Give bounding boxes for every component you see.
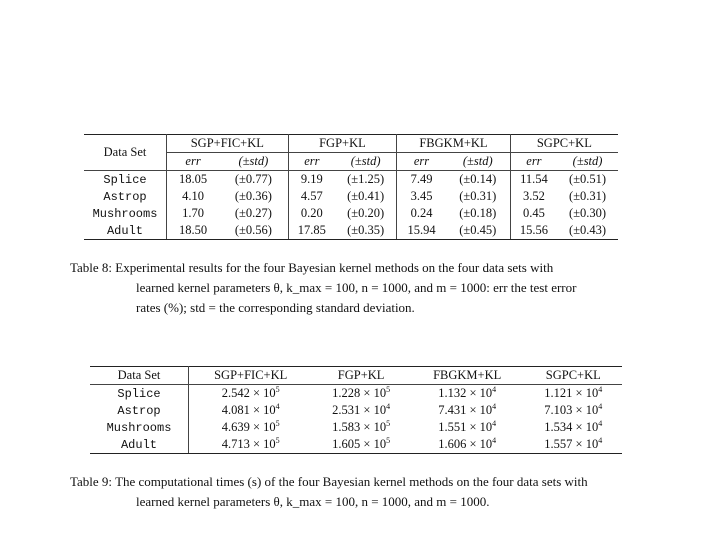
caption-line: rates (%); std = the corresponding standard deviation. [136, 300, 415, 315]
table-8-caption [70, 258, 650, 318]
time-mantissa: 1.132 [438, 386, 467, 400]
table-row [84, 205, 618, 222]
table-row [90, 402, 622, 419]
dataset-name: Astrop [84, 188, 167, 205]
times-ten: × 10 [572, 386, 599, 400]
table-9 [90, 366, 622, 454]
times-ten: × 10 [572, 437, 599, 451]
table-row [84, 188, 618, 205]
dataset-name: Splice [90, 385, 189, 403]
cell-std: (±0.31) [569, 189, 607, 203]
cell-time [525, 419, 622, 436]
cell-time [189, 436, 313, 454]
cell-err: 4.10 [182, 189, 204, 203]
time-mantissa: 1.606 [438, 437, 467, 451]
cell-err: 3.52 [522, 189, 545, 203]
times-ten: × 10 [249, 403, 276, 417]
caption-line: The computational times (s) of the four Bayesian kernel methods on the four data sets with [115, 474, 588, 489]
cell-std: (±1.25) [335, 171, 397, 189]
cell-std: (±0.36) [219, 188, 288, 205]
cell-time [525, 402, 622, 419]
subheader-err: err [526, 154, 542, 168]
cell-err: 0.20 [300, 206, 323, 220]
cell-err: 9.19 [288, 171, 335, 189]
cell-std: (±0.45) [446, 222, 510, 240]
time-exponent: 4 [386, 401, 391, 411]
cell-time [410, 385, 525, 403]
time-exponent: 5 [275, 435, 280, 445]
table-row [90, 419, 622, 436]
dataset-name: Adult [90, 436, 189, 454]
cell-err: 4.57 [300, 189, 323, 203]
cell-err: 15.56 [510, 222, 557, 240]
cell-std: (±0.30) [569, 206, 607, 220]
header-method: FGP+KL [312, 367, 409, 385]
cell-err: 11.54 [510, 171, 557, 189]
cell-err: 7.49 [397, 171, 446, 189]
cell-err: 18.50 [167, 222, 220, 240]
cell-std: (±0.20) [335, 205, 397, 222]
time-exponent: 4 [598, 418, 603, 428]
cell-std: (±0.41) [335, 188, 397, 205]
cell-time [525, 385, 622, 403]
cell-err: 18.05 [167, 171, 220, 189]
dataset-name: Mushrooms [90, 419, 189, 436]
cell-std: (±0.56) [219, 222, 288, 240]
subheader-std: (±std) [335, 153, 397, 171]
table-row [90, 385, 622, 403]
header-data-set: Data Set [90, 367, 189, 385]
time-exponent: 4 [275, 401, 280, 411]
time-exponent: 4 [598, 384, 603, 394]
cell-err: 1.70 [182, 206, 204, 220]
caption-label: Table 8: [70, 260, 113, 275]
dataset-name: Splice [84, 171, 167, 189]
cell-time [410, 436, 525, 454]
subheader-std: (±std) [572, 154, 603, 168]
cell-std: (±0.51) [557, 171, 618, 189]
caption-line: learned kernel parameters θ, k_max = 100, n = 1000, and m = 1000. [136, 494, 490, 509]
table-9-caption [70, 472, 650, 512]
time-mantissa: 2.531 [332, 403, 361, 417]
cell-err: 17.85 [288, 222, 335, 240]
cell-std: (±0.77) [219, 171, 288, 189]
subheader-std: (±std) [446, 153, 510, 171]
time-mantissa: 1.557 [544, 437, 573, 451]
times-ten: × 10 [360, 386, 387, 400]
time-mantissa: 1.605 [332, 437, 361, 451]
caption-line: Experimental results for the four Bayesian kernel methods on the four data sets with [115, 260, 554, 275]
dataset-name: Mushrooms [84, 205, 167, 222]
cell-std: (±0.31) [446, 188, 510, 205]
time-exponent: 5 [386, 435, 391, 445]
header-method: SGP+FIC+KL [189, 367, 313, 385]
cell-time [410, 402, 525, 419]
cell-time [189, 385, 313, 403]
caption-label: Table 9: [70, 474, 113, 489]
header-method: SGPC+KL [510, 135, 618, 153]
header-data-set: Data Set [84, 135, 167, 171]
times-ten: × 10 [572, 420, 599, 434]
time-mantissa: 4.639 [221, 420, 250, 434]
cell-err: 3.45 [410, 189, 433, 203]
time-exponent: 4 [598, 435, 603, 445]
time-exponent: 5 [275, 418, 280, 428]
times-ten: × 10 [466, 386, 493, 400]
times-ten: × 10 [249, 386, 276, 400]
times-ten: × 10 [360, 403, 387, 417]
time-mantissa: 7.431 [438, 403, 467, 417]
times-ten: × 10 [466, 403, 493, 417]
times-ten: × 10 [466, 437, 493, 451]
times-ten: × 10 [360, 437, 387, 451]
dataset-name: Adult [84, 222, 167, 240]
cell-err: 0.24 [410, 206, 433, 220]
table-row [90, 436, 622, 454]
cell-time [312, 436, 409, 454]
subheader-std: (±std) [219, 153, 288, 171]
cell-time [312, 385, 409, 403]
header-method: FBGKM+KL [397, 135, 510, 153]
time-mantissa: 1.534 [544, 420, 573, 434]
cell-std: (±0.43) [557, 222, 618, 240]
cell-time [189, 419, 313, 436]
cell-std: (±0.27) [219, 205, 288, 222]
cell-std: (±0.18) [446, 205, 510, 222]
subheader-err: err [413, 154, 430, 168]
time-mantissa: 1.551 [438, 420, 467, 434]
cell-time [312, 419, 409, 436]
cell-err: 0.45 [522, 206, 545, 220]
header-method: FBGKM+KL [410, 367, 525, 385]
cell-time [312, 402, 409, 419]
times-ten: × 10 [249, 437, 276, 451]
time-mantissa: 7.103 [544, 403, 573, 417]
cell-time [525, 436, 622, 454]
time-mantissa: 2.542 [221, 386, 250, 400]
time-mantissa: 4.081 [221, 403, 250, 417]
table-8-grid [84, 134, 618, 240]
time-mantissa: 1.121 [544, 386, 573, 400]
table-row [84, 222, 618, 240]
time-exponent: 5 [386, 384, 391, 394]
cell-err: 15.94 [397, 222, 446, 240]
times-ten: × 10 [572, 403, 599, 417]
time-mantissa: 1.583 [332, 420, 361, 434]
cell-time [189, 402, 313, 419]
caption-line: learned kernel parameters θ, k_max = 100, n = 1000, and m = 1000: err the test error [136, 280, 577, 295]
time-exponent: 4 [598, 401, 603, 411]
table-8 [84, 134, 618, 240]
time-exponent: 4 [492, 435, 497, 445]
table-9-grid [90, 366, 622, 454]
cell-std: (±0.14) [446, 171, 510, 189]
subheader-err: err [304, 154, 320, 168]
time-exponent: 4 [492, 384, 497, 394]
times-ten: × 10 [249, 420, 276, 434]
dataset-name: Astrop [90, 402, 189, 419]
header-method: SGPC+KL [525, 367, 622, 385]
times-ten: × 10 [360, 420, 387, 434]
time-mantissa: 4.713 [221, 437, 250, 451]
header-method: SGP+FIC+KL [167, 135, 289, 153]
header-method: FGP+KL [288, 135, 397, 153]
time-exponent: 5 [275, 384, 280, 394]
subheader-err: err [185, 154, 201, 168]
time-exponent: 4 [492, 401, 497, 411]
cell-std: (±0.35) [335, 222, 397, 240]
times-ten: × 10 [466, 420, 493, 434]
time-exponent: 4 [492, 418, 497, 428]
time-mantissa: 1.228 [332, 386, 361, 400]
cell-time [410, 419, 525, 436]
table-row [84, 171, 618, 189]
time-exponent: 5 [386, 418, 391, 428]
